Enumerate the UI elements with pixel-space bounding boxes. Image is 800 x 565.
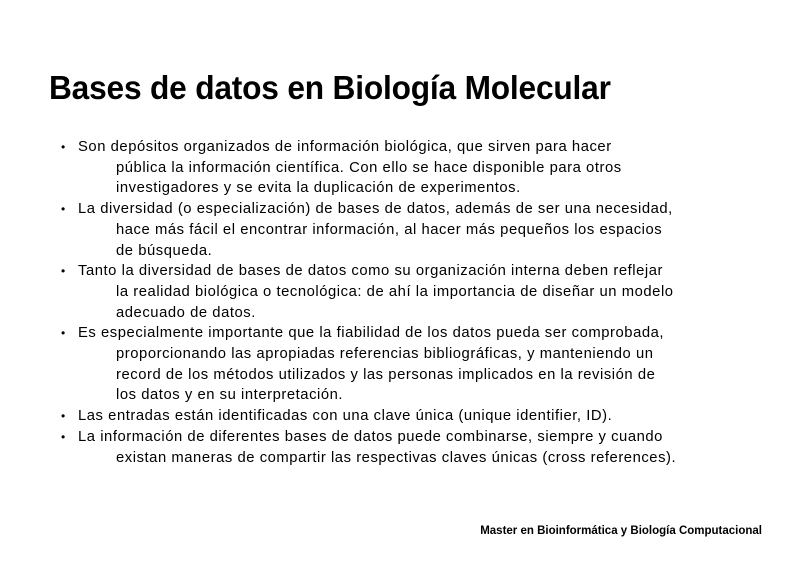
bullet-line: pública la información científica. Con ello se hace disponible para otros (116, 159, 622, 176)
bullet-item (61, 199, 781, 261)
bullet-line: La información de diferentes bases de datos puede combinarse, siempre y cuando (78, 428, 663, 445)
bullet-dot-icon: • (61, 409, 66, 424)
bullet-line: proporcionando las apropiadas referencias bibliográficas, y manteniendo un (116, 346, 654, 363)
bullet-line: Las entradas están identificadas con una clave única (unique identifier, ID). (78, 408, 613, 425)
bullet-dot-icon: • (61, 202, 66, 217)
bullet-dot-icon: • (61, 140, 66, 154)
bullet-dot-icon: • (61, 264, 66, 279)
bullet-line: los datos y en su interpretación. (116, 387, 344, 404)
slide-footer: Master en Bioinformática y Biología Computacional (480, 525, 762, 537)
bullet-line: Son depósitos organizados de información biológica, que sirven para hacer (78, 139, 612, 155)
bullet-item (61, 323, 781, 406)
slide-title: Bases de datos en Biología Molecular (49, 69, 611, 106)
bullet-line: la realidad biológica o tecnológica: de ahí la importancia de diseñar un modelo (116, 283, 674, 300)
bullet-line: de búsqueda. (116, 242, 213, 259)
bullet-item (61, 137, 781, 199)
bullet-line: investigadores y se evita la duplicación de experimentos. (116, 180, 521, 197)
bullet-item (61, 427, 781, 468)
bullet-line: adecuado de datos. (116, 304, 256, 321)
bullet-line: existan maneras de compartir las respectivas claves únicas (cross references). (116, 449, 677, 466)
bullet-line: La diversidad (o especialización) de bases de datos, además de ser una necesidad, (78, 201, 673, 218)
bullet-dot-icon: • (61, 326, 66, 341)
bullet-item (61, 406, 781, 427)
bullet-line: hace más fácil el encontrar información, al hacer más pequeños los espacios (116, 221, 663, 238)
bullet-dot-icon: • (61, 429, 66, 444)
bullet-line: record de los métodos utilizados y las personas implicados en la revisión de (116, 366, 656, 383)
bullet-item (61, 261, 781, 323)
bullet-list (61, 137, 781, 468)
bullet-line: Tanto la diversidad de bases de datos como su organización interna deben reflejar (78, 263, 663, 280)
bullet-line: Es especialmente importante que la fiabilidad de los datos pueda ser comprobada, (78, 325, 665, 342)
